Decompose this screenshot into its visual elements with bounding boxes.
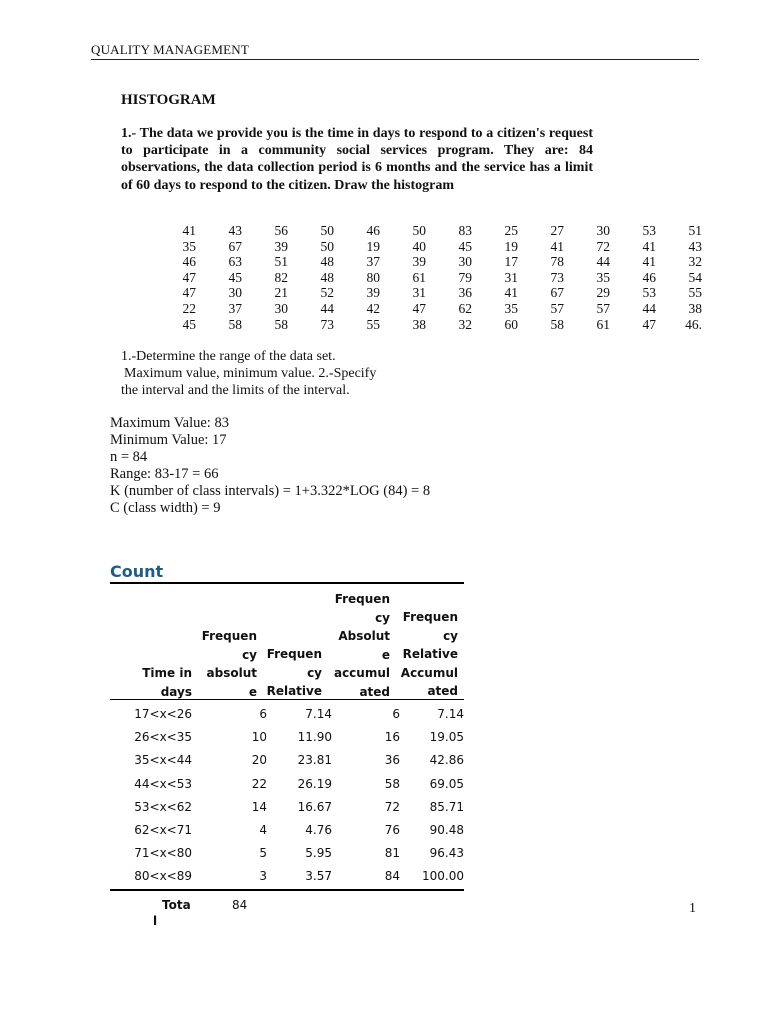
observation-cell: 47 xyxy=(182,269,196,285)
range-value: Range: 83-17 = 66 xyxy=(110,466,219,482)
observation-cell: 45 xyxy=(458,238,472,254)
observation-cell: 32 xyxy=(688,254,702,270)
min-value: Minimum Value: 17 xyxy=(110,432,227,448)
observation-cell: 19 xyxy=(504,238,518,254)
total-label-wrap: l xyxy=(153,914,158,928)
observation-cell: 44 xyxy=(596,254,610,270)
observation-cell: 41 xyxy=(642,238,656,254)
observation-cell: 35 xyxy=(504,300,518,316)
count-title: Count xyxy=(110,562,164,581)
freq-abs-acc-cell: 72 xyxy=(384,799,400,814)
observation-cell: 43 xyxy=(228,223,242,238)
observation-cell: 45 xyxy=(228,269,242,285)
page-number: 1 xyxy=(689,901,696,916)
instructions-line-3: the interval and the limits of the interval. xyxy=(121,383,350,399)
observation-cell: 44 xyxy=(320,300,334,316)
freq-abs-cell: 4 xyxy=(259,823,267,838)
freq-abs-acc-cell: 16 xyxy=(384,730,400,745)
freq-rel-cell: 26.19 xyxy=(297,776,332,791)
observation-cell: 43 xyxy=(688,238,702,254)
table-row xyxy=(110,773,464,796)
freq-abs-acc-cell: 6 xyxy=(392,707,400,721)
observation-cell: 32 xyxy=(458,316,472,332)
observation-cell: 60 xyxy=(504,316,518,332)
interval-cell: 44<x<53 xyxy=(134,776,192,791)
observation-cell: 35 xyxy=(182,238,196,254)
observation-cell: 21 xyxy=(274,285,288,301)
freq-rel-cell: 3.57 xyxy=(305,869,332,884)
observation-cell: 41 xyxy=(504,285,518,301)
observation-cell: 40 xyxy=(412,238,426,254)
observation-row xyxy=(150,223,702,239)
observation-cell: 27 xyxy=(550,223,564,238)
freq-rel-acc-cell: 96.43 xyxy=(429,846,464,861)
observation-cell: 79 xyxy=(458,269,472,285)
observation-cell: 46 xyxy=(366,223,380,238)
observation-cell: 73 xyxy=(320,316,334,332)
freq-rel-cell: 23.81 xyxy=(297,753,332,768)
freq-rel-acc-cell: 90.48 xyxy=(429,823,464,838)
observation-cell: 57 xyxy=(550,300,564,316)
observation-cell: 42 xyxy=(366,300,380,316)
freq-abs-cell: 5 xyxy=(259,846,267,861)
observation-cell: 73 xyxy=(550,269,564,285)
frequency-table xyxy=(110,703,464,889)
total-value: 84 xyxy=(232,898,248,912)
freq-rel-cell: 16.67 xyxy=(297,799,332,814)
observation-row xyxy=(150,270,702,286)
table-header-rule xyxy=(110,699,464,700)
observation-cell: 37 xyxy=(366,254,380,270)
observation-cell: 39 xyxy=(366,285,380,301)
observation-cell: 61 xyxy=(412,269,426,285)
observation-cell: 83 xyxy=(458,223,472,238)
page-header: QUALITY MANAGEMENT xyxy=(91,42,250,57)
freq-rel-acc-cell: 100.00 xyxy=(422,869,464,884)
observation-cell: 39 xyxy=(412,254,426,270)
freq-abs-acc-cell: 84 xyxy=(384,869,400,884)
observation-cell: 63 xyxy=(228,254,242,270)
freq-rel-cell: 5.95 xyxy=(305,846,332,861)
freq-rel-acc-cell: 42.86 xyxy=(429,753,464,768)
header-freq-abs: Frequen cy absolut e xyxy=(201,629,257,699)
observation-cell: 53 xyxy=(642,223,656,238)
observation-cell: 55 xyxy=(366,316,380,332)
observation-cell: 22 xyxy=(182,300,196,316)
observation-row xyxy=(150,301,702,317)
interval-cell: 80<x<89 xyxy=(134,869,192,884)
table-bottom-rule xyxy=(110,889,464,891)
observation-cell: 41 xyxy=(550,238,564,254)
table-row xyxy=(110,749,464,772)
observation-cell: 38 xyxy=(412,316,426,332)
observation-cell: 61 xyxy=(596,316,610,332)
table-row xyxy=(110,842,464,865)
freq-rel-acc-cell: 69.05 xyxy=(429,776,464,791)
header-freq-abs-acc: Frequen cy Absolut e accumul ated xyxy=(333,592,390,699)
freq-abs-cell: 22 xyxy=(251,776,267,791)
observation-cell: 30 xyxy=(458,254,472,270)
observation-cell: 30 xyxy=(228,285,242,301)
observation-cell: 82 xyxy=(274,269,288,285)
freq-rel-acc-cell: 85.71 xyxy=(429,799,464,814)
n-value: n = 84 xyxy=(110,449,148,465)
observation-cell: 56 xyxy=(274,223,288,238)
observation-cell: 41 xyxy=(642,254,656,270)
observation-cell: 78 xyxy=(550,254,564,270)
interval-cell: 71<x<80 xyxy=(134,846,192,861)
observation-row xyxy=(150,285,702,301)
observations-table xyxy=(150,223,702,332)
section-title: HISTOGRAM xyxy=(121,92,216,108)
observation-cell: 45 xyxy=(182,316,196,332)
observation-cell: 50 xyxy=(320,223,334,238)
instructions-line-1: 1.-Determine the range of the data set. xyxy=(121,349,336,364)
observation-cell: 51 xyxy=(688,223,702,238)
freq-abs-cell: 6 xyxy=(259,707,267,721)
observation-cell: 41 xyxy=(182,223,196,238)
observation-cell: 46 xyxy=(182,254,196,270)
k-value: K (number of class intervals) = 1+3.322*LOG (84) = 8 xyxy=(110,483,431,499)
table-row xyxy=(110,796,464,819)
observation-cell: 48 xyxy=(320,254,334,270)
freq-rel-cell: 4.76 xyxy=(305,823,332,838)
freq-rel-acc-cell: 7.14 xyxy=(437,707,464,721)
observation-row xyxy=(150,317,702,333)
observation-cell: 72 xyxy=(596,238,610,254)
observation-cell: 57 xyxy=(596,300,610,316)
observation-cell: 80 xyxy=(366,269,380,285)
observation-cell: 58 xyxy=(550,316,564,332)
observation-cell: 17 xyxy=(504,254,518,270)
instructions-line-2: Maximum value, minimum value. 2.-Specify xyxy=(124,366,377,382)
observation-cell: 37 xyxy=(228,300,242,316)
observation-cell: 29 xyxy=(596,285,610,301)
freq-abs-acc-cell: 58 xyxy=(384,776,400,791)
observation-cell: 53 xyxy=(642,285,656,301)
header-rule xyxy=(91,59,699,60)
observation-cell: 58 xyxy=(228,316,242,332)
observation-cell: 44 xyxy=(642,300,656,316)
observation-cell: 62 xyxy=(458,300,472,316)
freq-abs-cell: 10 xyxy=(251,730,267,745)
freq-abs-acc-cell: 76 xyxy=(384,823,400,838)
observation-cell: 25 xyxy=(504,223,518,238)
observation-cell: 67 xyxy=(228,238,242,254)
freq-rel-acc-cell: 19.05 xyxy=(429,730,464,745)
observation-cell: 19 xyxy=(366,238,380,254)
header-time: Time in days xyxy=(142,666,192,699)
interval-cell: 53<x<62 xyxy=(134,799,192,814)
observation-row xyxy=(150,239,702,255)
table-row xyxy=(110,865,464,888)
observation-cell: 51 xyxy=(274,254,288,270)
observation-row xyxy=(150,254,702,270)
total-label: Tota xyxy=(162,898,191,912)
freq-abs-cell: 14 xyxy=(251,799,267,814)
table-top-rule xyxy=(110,582,464,584)
freq-rel-cell: 7.14 xyxy=(305,707,332,721)
observation-cell: 50 xyxy=(320,238,334,254)
c-value: C (class width) = 9 xyxy=(110,500,221,516)
observation-cell: 30 xyxy=(596,223,610,238)
interval-cell: 35<x<44 xyxy=(134,753,192,768)
observation-cell: 47 xyxy=(182,285,196,301)
observation-cell: 47 xyxy=(642,316,656,332)
observation-cell: 31 xyxy=(412,285,426,301)
freq-abs-acc-cell: 81 xyxy=(384,846,400,861)
table-row xyxy=(110,726,464,749)
table-row xyxy=(110,703,464,726)
freq-rel-cell: 11.90 xyxy=(297,730,332,745)
observation-cell: 35 xyxy=(596,269,610,285)
observation-cell: 46 xyxy=(642,269,656,285)
observation-cell: 50 xyxy=(412,223,426,238)
problem-statement: 1.- The data we provide you is the time in days to respond to a citizen's request to participate in a community social services program. They are: 84 observations, the data collection period is 6 months and the service has a limit of 60 days to respond to the citizen. Draw the histogram xyxy=(121,126,593,193)
observation-cell: 39 xyxy=(274,238,288,254)
freq-abs-cell: 20 xyxy=(251,753,267,768)
observation-cell: 30 xyxy=(274,300,288,316)
observation-cell: 58 xyxy=(274,316,288,332)
observation-cell: 48 xyxy=(320,269,334,285)
observation-cell: 67 xyxy=(550,285,564,301)
observation-cell: 31 xyxy=(504,269,518,285)
instructions xyxy=(121,348,421,400)
observation-cell: 47 xyxy=(412,300,426,316)
max-value: Maximum Value: 83 xyxy=(110,415,229,431)
observation-cell: 55 xyxy=(688,285,702,301)
observation-cell: 38 xyxy=(688,300,702,316)
header-freq-rel-acc: Frequen cy Relative Accumul ated xyxy=(400,610,458,699)
interval-cell: 62<x<71 xyxy=(134,823,192,838)
observation-cell: 36 xyxy=(458,285,472,301)
interval-cell: 26<x<35 xyxy=(134,730,192,745)
observation-cell: 46. xyxy=(685,316,702,332)
freq-abs-acc-cell: 36 xyxy=(384,753,400,768)
observation-cell: 52 xyxy=(320,285,334,301)
table-row xyxy=(110,819,464,842)
freq-abs-cell: 3 xyxy=(259,869,267,884)
header-freq-rel: Frequen cy Relative xyxy=(266,647,322,699)
observation-cell: 54 xyxy=(688,269,702,285)
calculations xyxy=(110,415,430,517)
interval-cell: 17<x<26 xyxy=(134,707,192,721)
